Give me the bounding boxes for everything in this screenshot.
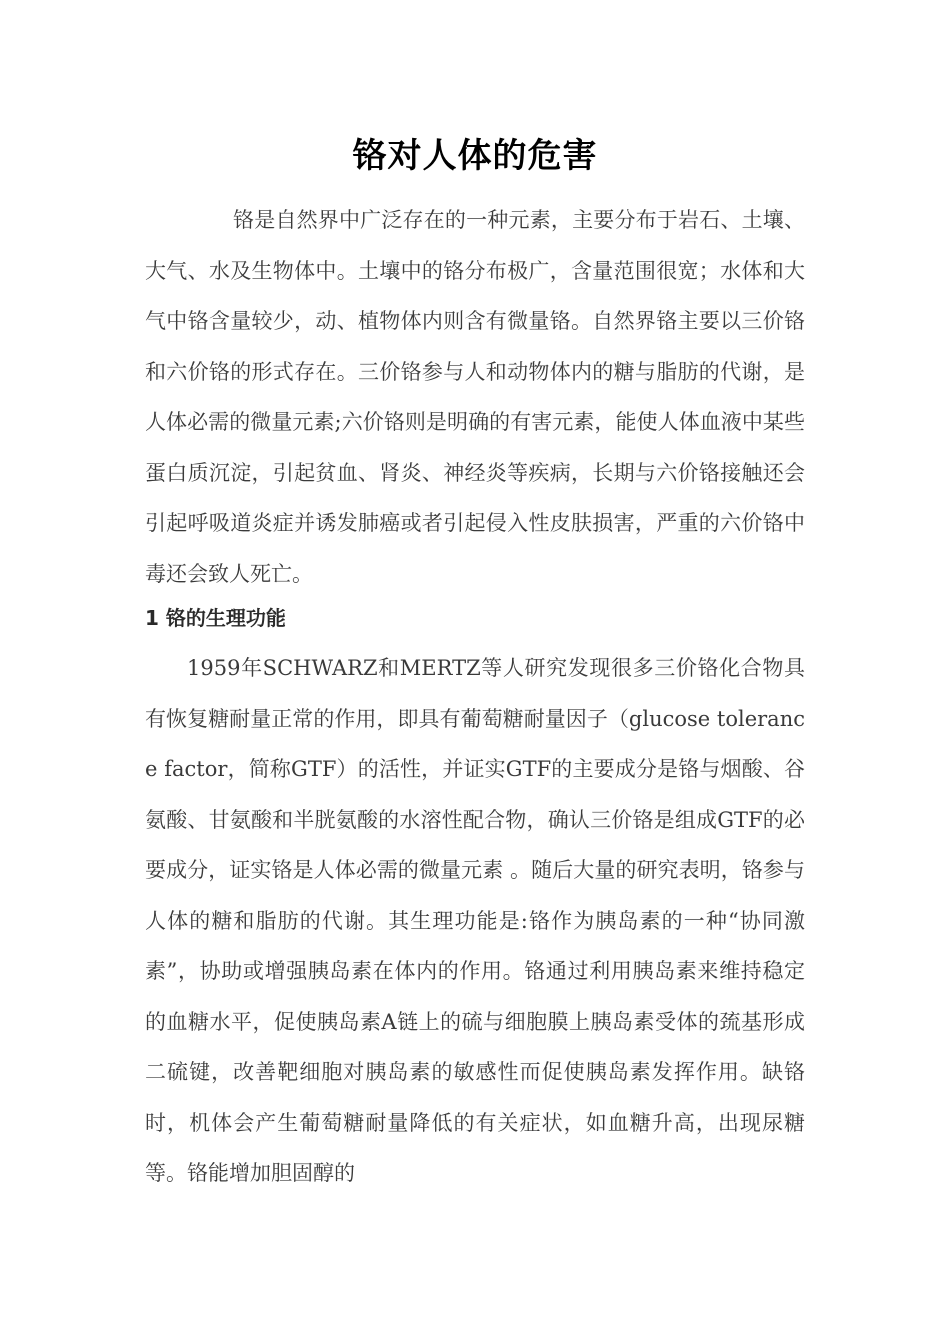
- section-paragraph: 1959年SCHWARZ和MERTZ等人研究发现很多三价铬化合物具有恢复糖耐量正常的作用，即具有葡萄糖耐量因子（glucose tolerance factor，简称GTF）的活性，并证实GTF的主要成分是铬与烟酸、谷氨酸、甘氨酸和半胱氨酸的水溶性配合物，确认三价铬是组成GTF的必要成分，证实铬是人体必需的微量元素 。随后大量的研究表明，铬参与人体的糖和脂肪的代谢。其生理功能是:铬作为胰岛素的一种“协同激素”，协助或增强胰岛素在体内的作用。铬通过利用胰岛素来维持稳定的血糖水平，促使胰岛素A链上的硫与细胞膜上胰岛素受体的巯基形成二硫键，改善靶细胞对胰岛素的敏感性而促使胰岛素发挥作用。缺铬时，机体会产生葡萄糖耐量降低的有关症状，如血糖升高，出现尿糖等。铬能增加胆固醇的: [145, 656, 805, 1185]
- document-title: 铬对人体的危害: [352, 136, 598, 176]
- intro-paragraph: 铬是自然界中广泛存在的一种元素，主要分布于岩石、土壤、大气、水及生物体中。土壤中的铬分布极广，含量范围很宽；水体和大气中铬含量较少，动、植物体内则含有微量铬。自然界铬主要以三价铬和六价铬的形式存在。三价铬参与人和动物体内的糖与脂肪的代谢，是人体必需的微量元素;六价铬则是明确的有害元素，能使人体血液中某些蛋白质沉淀，引起贫血、肾炎、神经炎等疾病，长期与六价铬接触还会引起呼吸道炎症并诱发肺癌或者引起侵入性皮肤损害，严重的六价铬中毒还会致人死亡。: [145, 208, 805, 586]
- section-heading: 1 铬的生理功能: [145, 606, 286, 630]
